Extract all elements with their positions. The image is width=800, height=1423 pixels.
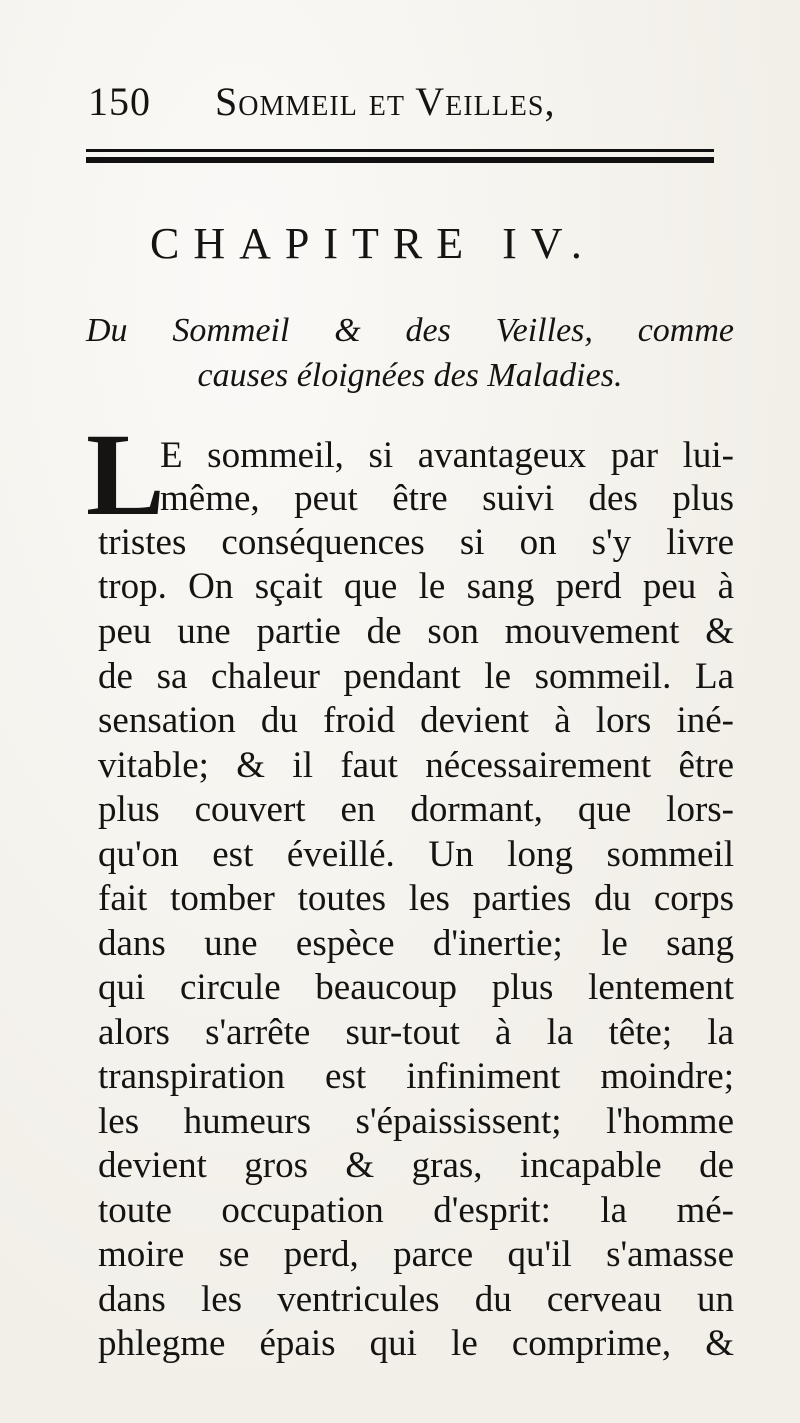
text-line-6: de sa chaleur pendant le sommeil. La (98, 656, 734, 697)
running-title: Sommeil et Veilles, (215, 79, 556, 124)
text-line-4: trop. On sçait que le sang perd peu à (98, 566, 734, 607)
chapter-title: CHAPITRE IV. (150, 219, 596, 268)
text-line-10: qu'on est éveillé. Un long sommeil (98, 834, 734, 875)
text-line-20: dans les ventricules du cerveau un (98, 1279, 734, 1320)
text-line-1: E sommeil, si avantageux par lui- (160, 435, 734, 476)
text-line-7: sensation du froid devient à lors iné- (98, 700, 734, 741)
text-line-19: moire se perd, parce qu'il s'amasse (98, 1234, 734, 1275)
header-rule (86, 149, 714, 163)
text-line-8: vitable; & il faut nécessairement être (98, 745, 734, 786)
text-line-21: phlegme épais qui le comprime, & (98, 1323, 734, 1364)
chapter-subtitle-line-2: causes éloignées des Maladies. (197, 357, 623, 394)
text-line-12: dans une espèce d'inertie; le sang (98, 923, 734, 964)
drop-cap: L (86, 409, 165, 540)
chapter-subtitle-line-1: Du Sommeil & des Veilles, comme (86, 312, 734, 349)
text-line-16: les humeurs s'épaississent; l'homme (98, 1101, 734, 1142)
text-line-5: peu une partie de son mouvement & (98, 611, 734, 652)
text-line-13: qui circule beaucoup plus lentement (98, 967, 734, 1008)
text-line-15: transpiration est infiniment moindre; (98, 1056, 734, 1097)
text-line-18: toute occupation d'esprit: la mé- (98, 1190, 734, 1231)
text-line-9: plus couvert en dormant, que lors- (98, 789, 734, 830)
running-head (88, 72, 728, 132)
text-line-14: alors s'arrête sur-tout à la tête; la (98, 1012, 734, 1053)
text-line-17: devient gros & gras, incapable de (98, 1145, 734, 1186)
text-line-3: tristes conséquences si on s'y livre (98, 522, 734, 563)
text-line-11: fait tomber toutes les parties du corps (98, 878, 734, 919)
page-number: 150 (88, 79, 151, 124)
text-line-2: même, peut être suivi des plus (160, 478, 734, 519)
